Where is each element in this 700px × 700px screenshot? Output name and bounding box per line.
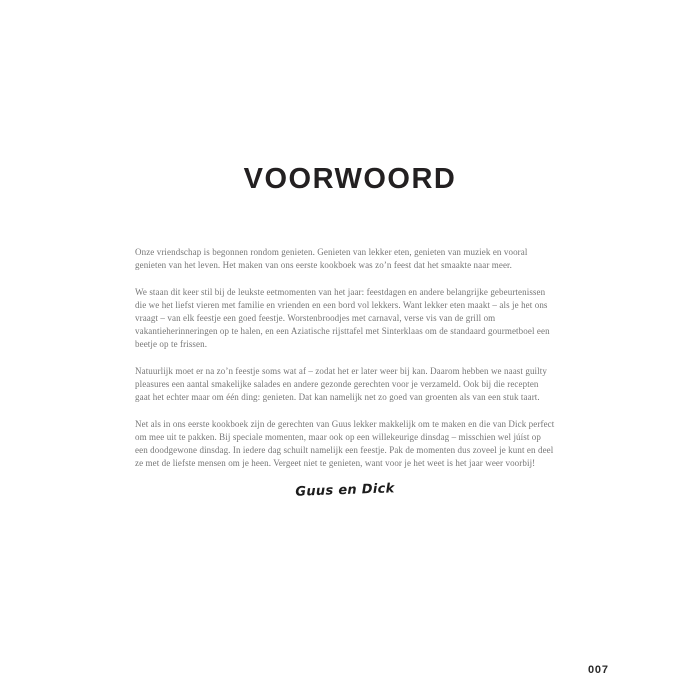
- page-number: 007: [588, 664, 609, 676]
- foreword-paragraph-3: Natuurlijk moet er na zo’n feestje soms wat af – zodat het er later weer bij kan. Daarom hebben we naast guilty pleasures een aantal smakelijke salades en andere gezonde gerechten voor je verzameld. Ook bij die recepten gaat het echter maar om één ding: genieten. Dat kan namelijk net zo goed van groenten als van een stuk taart.: [135, 366, 547, 402]
- authors-signature: Guus en Dick: [295, 481, 395, 500]
- foreword-body: [135, 246, 555, 500]
- foreword-paragraph-2: We staan dit keer stil bij de leukste eetmomenten van het jaar: feestdagen en andere belangrijke gebeurtenissen die we het liefst vieren met familie en vrienden en een bord vol lekkers. Want lekker eten maakt – als je het ons vraagt – van elk feestje een goed feestje. Worstenbroodjes met carnaval, verse vis van de grill om vakantieherinneringen op te halen, en een Aziatische rijsttafel met Sinterklaas om de standaard gourmetboel een beetje op te frissen.: [135, 287, 550, 349]
- page-title: VOORWOORD: [243, 163, 457, 195]
- foreword-paragraph-4: Net als in ons eerste kookboek zijn de gerechten van Guus lekker makkelijk om te maken en die van Dick perfect om mee uit te pakken. Bij speciale momenten, maar ook op een willekeurige dinsdag – misschien wel júíst op een doodgewone dinsdag. In iedere dag schuilt namelijk een feestje. Pak de momenten dus zoveel je kunt en deel ze met de liefste mensen om je heen. Vergeet niet te genieten, want voor je het weet is het jaar weer voorbij!: [135, 419, 555, 468]
- foreword-paragraph-1: Onze vriendschap is begonnen rondom genieten. Genieten van lekker eten, genieten van muziek en vooral genieten van het leven. Het maken van ons eerste kookboek was zo’n feest dat het smaakte naar meer.: [135, 247, 528, 270]
